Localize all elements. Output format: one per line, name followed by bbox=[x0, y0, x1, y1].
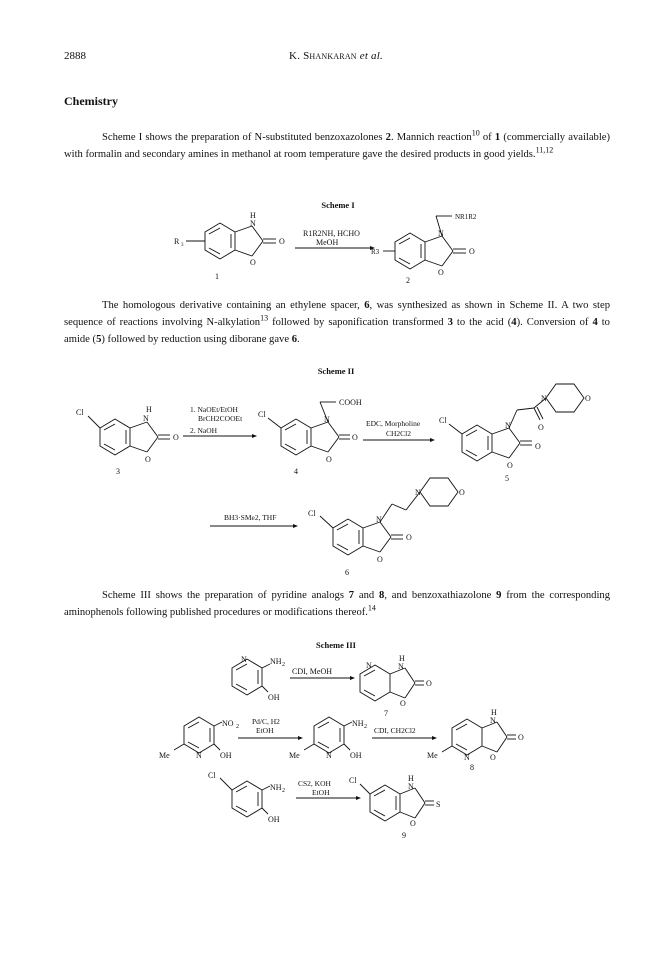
compound-8-structure bbox=[427, 708, 524, 772]
svg-text:N: N bbox=[438, 229, 444, 238]
scheme-1-reagent-top: R1R2NH, HCHO bbox=[303, 229, 360, 238]
compound-2-structure bbox=[371, 213, 477, 285]
svg-text:OH: OH bbox=[268, 693, 280, 702]
svg-text:O: O bbox=[400, 699, 406, 708]
label-compound-9: 9 bbox=[402, 831, 406, 840]
svg-text:N: N bbox=[490, 716, 496, 725]
svg-text:Me: Me bbox=[159, 751, 170, 760]
scheme-3-reagent-4-bottom: EtOH bbox=[312, 788, 330, 797]
svg-text:Me: Me bbox=[427, 751, 438, 760]
svg-text:N: N bbox=[541, 394, 547, 403]
svg-text:N: N bbox=[143, 414, 149, 423]
svg-text:OH: OH bbox=[350, 751, 362, 760]
svg-text:N: N bbox=[326, 751, 332, 760]
svg-text:O: O bbox=[352, 433, 358, 442]
running-head-etal: et al. bbox=[356, 50, 383, 62]
svg-text:O: O bbox=[538, 423, 544, 432]
scheme-2-step1-line1: 1. NaOEt/EtOH bbox=[190, 405, 238, 414]
scheme-3-reagent-1: CDI, MeOH bbox=[292, 667, 332, 676]
running-head bbox=[0, 50, 672, 62]
compound-6-structure bbox=[308, 478, 465, 577]
svg-text:2: 2 bbox=[282, 788, 285, 794]
compound-5-structure bbox=[439, 384, 591, 483]
svg-text:Cl: Cl bbox=[76, 408, 84, 417]
page-number: 2888 bbox=[64, 50, 86, 62]
paragraph-1: Scheme I shows the preparation of N-substituted benzoxazolones 2. Mannich reaction$^{10}$ of 1 (commercially available) with formalin and secondary amines in methanol at room temperature gave the desired products in good yields.$^{11,12}$ bbox=[64, 128, 611, 160]
svg-text:N: N bbox=[241, 655, 247, 664]
svg-text:O: O bbox=[490, 753, 496, 762]
svg-text:R: R bbox=[174, 237, 180, 246]
label-compound-3: 3 bbox=[116, 467, 120, 476]
svg-text:N: N bbox=[398, 662, 404, 671]
svg-text:N: N bbox=[408, 782, 414, 791]
svg-text:O: O bbox=[406, 533, 412, 542]
aminopyridinol-structure bbox=[232, 655, 285, 702]
svg-text:N: N bbox=[505, 421, 511, 430]
label-compound-2: 2 bbox=[406, 276, 410, 285]
svg-text:OH: OH bbox=[268, 815, 280, 824]
svg-text:Cl: Cl bbox=[208, 771, 216, 780]
scheme-3-reagent-2-top: Pd/C, H2 bbox=[252, 717, 280, 726]
svg-text:NH: NH bbox=[270, 657, 282, 666]
svg-text:N: N bbox=[415, 488, 421, 497]
nr1r2-label: NR1R2 bbox=[455, 213, 477, 221]
compound-1-structure bbox=[174, 211, 285, 281]
nitropyridinol-structure bbox=[159, 717, 239, 760]
svg-text:O: O bbox=[250, 258, 256, 267]
svg-text:N: N bbox=[324, 415, 330, 424]
cooh-label: COOH bbox=[339, 398, 362, 407]
svg-text:N: N bbox=[366, 661, 372, 670]
svg-text:Cl: Cl bbox=[349, 776, 357, 785]
label-compound-8: 8 bbox=[470, 763, 474, 772]
svg-text:O: O bbox=[469, 247, 475, 256]
scheme-2-step1-line2: BrCH2COOEt bbox=[198, 414, 243, 423]
scheme-2-diagram bbox=[0, 378, 672, 578]
svg-text:S: S bbox=[436, 800, 441, 809]
r3-label: R3 bbox=[371, 248, 380, 256]
scheme-3-reagent-4-top: CS2, KOH bbox=[298, 779, 331, 788]
scheme-1-reagent-bottom: MeOH bbox=[316, 238, 339, 247]
svg-text:H: H bbox=[399, 654, 405, 663]
svg-text:O: O bbox=[145, 455, 151, 464]
scheme-2-step2-line1: EDC, Morpholine bbox=[366, 419, 421, 428]
svg-text:N: N bbox=[464, 753, 470, 762]
svg-text:H: H bbox=[491, 708, 497, 717]
svg-text:H: H bbox=[408, 774, 414, 783]
svg-text:O: O bbox=[426, 679, 432, 688]
label-compound-1: 1 bbox=[215, 272, 219, 281]
scheme-1-title: Scheme I bbox=[321, 200, 355, 210]
scheme-2-title: Scheme II bbox=[317, 366, 355, 376]
paragraph-2: The homologous derivative containing an ethylene spacer, 6, was synthesized as shown in Scheme II. A two step sequence of reactions involving N-alkylation$^{13}$ followed by saponification transformed 3 to the acid (4). Conversion of 4 to amide (5) followed by reduction using diborane gave 6. bbox=[64, 300, 610, 345]
svg-text:O: O bbox=[585, 394, 591, 403]
compound-3-structure bbox=[76, 405, 179, 476]
svg-text:NH: NH bbox=[352, 719, 364, 728]
label-compound-6: 6 bbox=[345, 568, 349, 577]
scheme-3-diagram bbox=[0, 650, 672, 840]
section-heading: Chemistry bbox=[64, 94, 118, 108]
paragraph-3: Scheme III shows the preparation of pyridine analogs 7 and 8, and benzoxathiazolone 9 from the corresponding aminophenols following published procedures or modifications thereof.$^{14}$ bbox=[64, 590, 611, 618]
svg-text:NO: NO bbox=[222, 719, 234, 728]
svg-text:2: 2 bbox=[282, 662, 285, 668]
compound-4-structure bbox=[258, 398, 362, 476]
svg-text:O: O bbox=[326, 455, 332, 464]
compound-7-structure bbox=[360, 654, 432, 718]
svg-text:O: O bbox=[459, 488, 465, 497]
svg-text:O: O bbox=[535, 442, 541, 451]
compound-9-structure bbox=[349, 774, 440, 840]
scheme-3-reagent-2-bottom: EtOH bbox=[256, 726, 274, 735]
svg-text:Me: Me bbox=[289, 751, 300, 760]
scheme-2-step3: BH3·SMe2, THF bbox=[224, 513, 277, 522]
svg-text:O: O bbox=[410, 819, 416, 828]
label-compound-5: 5 bbox=[505, 474, 509, 483]
svg-text:2: 2 bbox=[236, 724, 239, 730]
svg-text:N: N bbox=[250, 219, 256, 228]
svg-text:H: H bbox=[250, 211, 256, 220]
svg-text:H: H bbox=[146, 405, 152, 414]
svg-text:O: O bbox=[438, 268, 444, 277]
svg-text:O: O bbox=[377, 555, 383, 564]
svg-text:N: N bbox=[196, 751, 202, 760]
label-compound-7: 7 bbox=[384, 709, 388, 718]
aminochlorophenol-structure bbox=[208, 771, 285, 824]
scheme-2-step2-line2: CH2Cl2 bbox=[386, 429, 412, 438]
svg-text:3: 3 bbox=[181, 243, 184, 248]
svg-text:NH: NH bbox=[270, 783, 282, 792]
scheme-1-diagram bbox=[0, 210, 672, 290]
svg-text:Cl: Cl bbox=[258, 410, 266, 419]
scheme-3-reagent-3: CDI, CH2Cl2 bbox=[374, 726, 416, 735]
svg-text:O: O bbox=[173, 433, 179, 442]
svg-text:Cl: Cl bbox=[308, 509, 316, 518]
svg-text:O: O bbox=[518, 733, 524, 742]
svg-text:Cl: Cl bbox=[439, 416, 447, 425]
svg-text:O: O bbox=[279, 237, 285, 246]
svg-text:OH: OH bbox=[220, 751, 232, 760]
scheme-3-title: Scheme III bbox=[316, 640, 356, 650]
svg-text:O: O bbox=[507, 461, 513, 470]
scheme-2-step1-line3: 2. NaOH bbox=[190, 426, 218, 435]
svg-text:N: N bbox=[376, 515, 382, 524]
running-head-author: K. Shankaran bbox=[289, 50, 357, 62]
svg-text:2: 2 bbox=[364, 724, 367, 730]
label-compound-4: 4 bbox=[294, 467, 298, 476]
